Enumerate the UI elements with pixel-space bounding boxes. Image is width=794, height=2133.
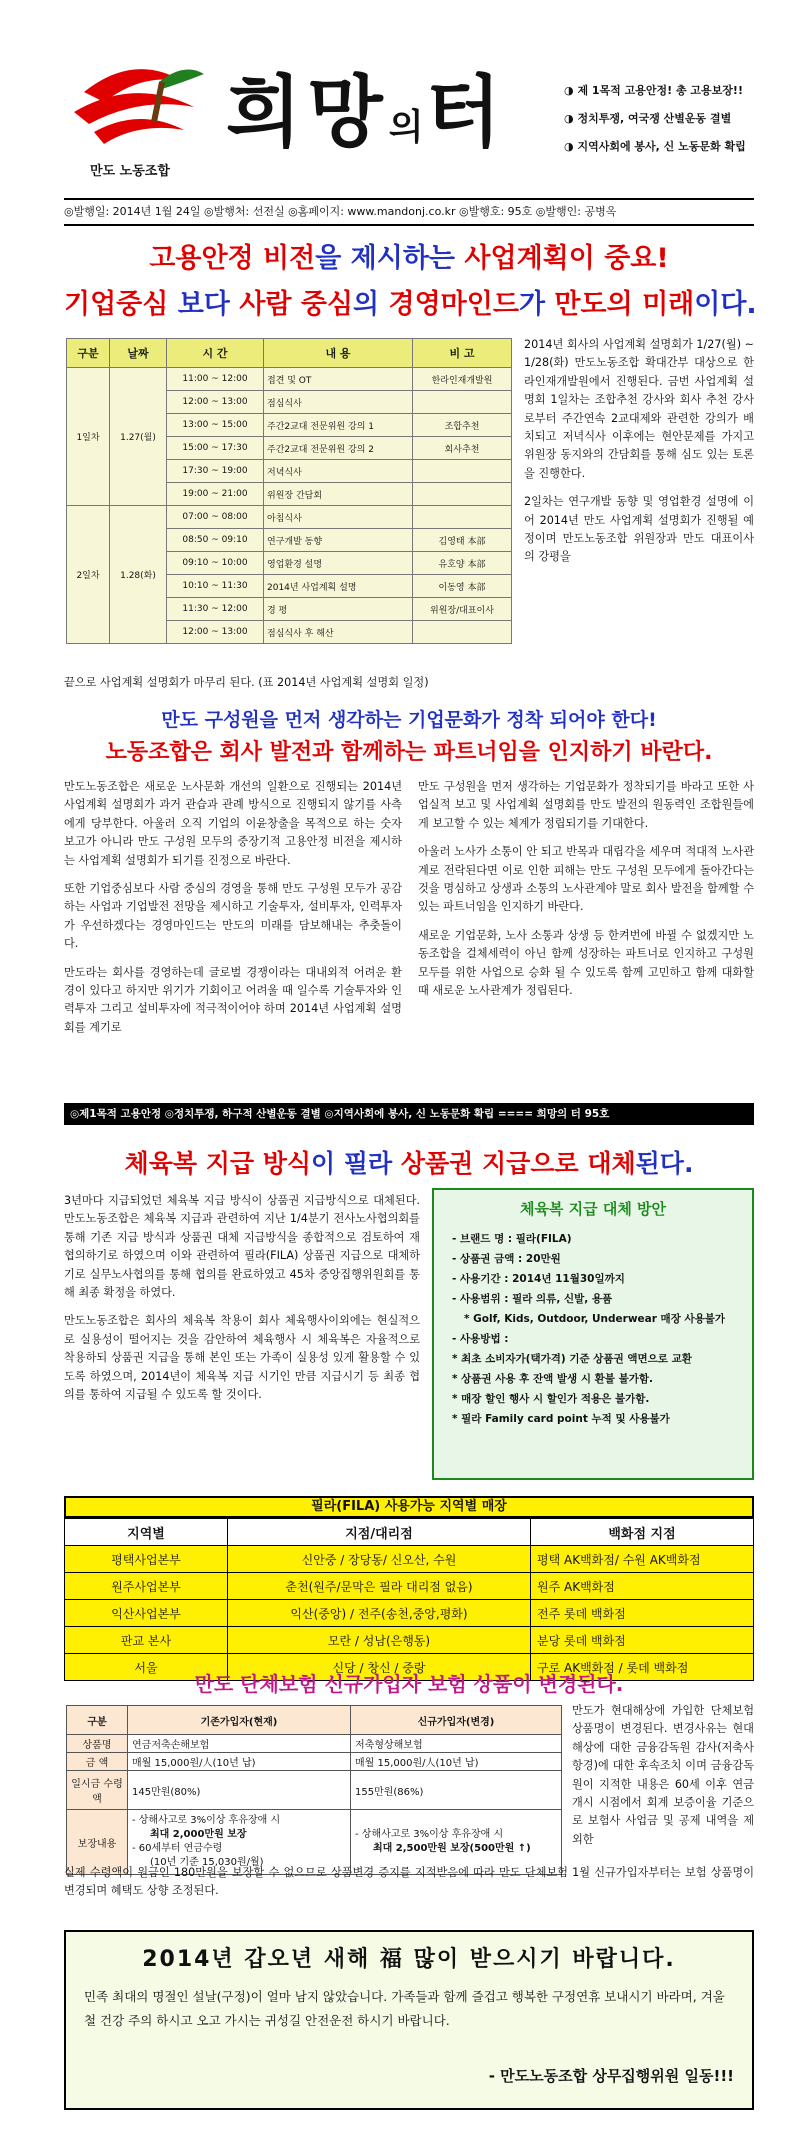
paragraph: 3년마다 지급되었던 체육복 지급 방식이 상품권 지급방식으로 대체된다. 만도노동조합은 체육복 지급과 관련하여 지난 1/4분기 전사노사협의회를 통해 기존 지급 방식과 상품권 대체 지급방식을 종합적으로 검토하여 재협의하기로 하였으며 이와 관련하여 필라(FILA) 상품권 지급으로 대체하기로 실무노사협의를 통해 협의를 완료하였고 45차 중앙집행위원회를 통해 최종 확정을 하였다. xyxy=(64,1194,420,1300)
insurance-bottom-text: 실제 수령액이 원금인 180만원을 보장할 수 없으므로 상품변경 증지를 지적받음에 따라 만도 단체보험 1월 신규가입자부터는 보험 상품명이 변경되며 혜택도 상향 조정된다. xyxy=(64,1866,754,1898)
intro-right-column xyxy=(524,336,754,577)
paragraph: 만도라는 회사를 경영하는데 글로벌 경쟁이라는 대내외적 어려운 환경이 있다고 하지만 위기가 기회이고 어려울 때 일수록 기술투자와 인력투자 그리고 설비투자에 적극적이어야 하며 2014년 사업계획 설명회를 계기로 xyxy=(64,965,402,1034)
body-left-column xyxy=(64,778,402,1047)
insurance-header-row: 구분 기존가입자(현재) 신규가입자(변경) xyxy=(67,1706,562,1735)
headline-4: 노동조합은 회사 발전과 함께하는 파트너임을 인지하기 바란다. xyxy=(105,740,713,765)
table-row: 11:30 ~ 12:00 경 평 위원장/대표이사 xyxy=(67,598,512,621)
sportswear-text xyxy=(64,1192,420,1414)
stores-table xyxy=(64,1518,754,1681)
headline-6: 만도 단체보험 신규가입자 보험 상품이 변경된다. xyxy=(194,1672,624,1696)
union-logo-icon xyxy=(64,52,214,172)
insurance-table xyxy=(66,1705,562,1875)
table-row: 판교 본사 모란 / 성남(은행동) 분당 롯데 백화점 xyxy=(65,1627,754,1654)
headline-1: 고용안정 비전을 제시하는 사업계획이 중요! xyxy=(149,243,669,274)
table-row: 15:00 ~ 17:30 주간2교대 전문위원 강의 2 회사추천 xyxy=(67,437,512,460)
plan-list xyxy=(434,1229,752,1429)
table-row: 익산사업본부 익산(중앙) / 전주(송천,중앙,평화) 전주 롯데 백화점 xyxy=(65,1600,754,1627)
table-row: 09:10 ~ 10:00 영업환경 설명 유호양 本部 xyxy=(67,552,512,575)
org-name: 만도 노동조합 xyxy=(90,164,170,179)
list-item: - 사용방법 : xyxy=(452,1333,509,1345)
masthead xyxy=(64,40,754,195)
paragraph: 2일차는 연구개발 동향 및 영업환경 설명에 이어 2014년 만도 사업계획 설명회가 진행될 예정이며 만도노동조합 위원장과 만도 대표이사의 강평을 xyxy=(524,495,754,564)
replacement-plan-box xyxy=(432,1188,754,1480)
table-row: 상품명 연금저축손해보험 저축형상해보험 xyxy=(67,1735,562,1753)
list-item: - 브랜드 명 : 필라(FILA) xyxy=(452,1233,572,1245)
newsletter-title xyxy=(226,50,507,162)
table-row: 12:00 ~ 13:00 점심식사 후 해산 xyxy=(67,621,512,644)
title-part-hope: 희망 xyxy=(226,67,389,158)
slogan-list xyxy=(564,82,764,166)
table-row: 평택사업본부 신안중 / 장당동/ 신오산, 수원 평택 AK백화점/ 수원 AK백화점 xyxy=(65,1546,754,1573)
table-row: 19:00 ~ 21:00 위원장 간담회 xyxy=(67,483,512,506)
list-item: * 최초 소비자가(택가격) 기준 상품권 액면으로 교환 xyxy=(452,1353,692,1365)
list-item: * Golf, Kids, Outdoor, Underwear 매장 사용불가 xyxy=(464,1313,726,1325)
title-part-of: 의 xyxy=(388,106,426,148)
paragraph: 만도노동조합은 새로운 노사문화 개선의 일환으로 진행되는 2014년 사업계획 설명회가 과거 관습과 관례 방식으로 진행되지 않기를 사측에게 당부한다. 아울러 오직 기업의 이윤창출을 목적으로 하는 숫자 보고가 아니라 만도 구성원 모두의 중장기적 고용안정 비전을 제시하는 사업계획 설명회가 되기를 진정으로 바란다. xyxy=(64,780,402,867)
table-row: 08:50 ~ 09:10 연구개발 동향 김영태 本部 xyxy=(67,529,512,552)
publication-info: ◎발행일: 2014년 1월 24일 ◎발행처: 선전실 ◎홈페이지: www.mandonj.co.kr ◎발행호: 95호 ◎발행인: 공병옥 xyxy=(64,198,754,226)
headline-5: 체육복 지급 방식이 필라 상품권 지급으로 대체된다. xyxy=(124,1149,694,1178)
paragraph: 2014년 회사의 사업계획 설명회가 1/27(월) ~ 1/28(화) 만도노동조합 확대간부 대상으로 한라인재개발원에서 진행된다. 금번 사업계획 설명회 1일차는 조합추천 강사와 회사 추천 강사로부터 주간연속 2교대제와 관련한 강의가 배치되고 저녁식사 이후에는 현안문제를 가지고 위원장 동지와의 간담회를 통해 심도 있는 토론을 진행한다. xyxy=(524,338,754,480)
list-item: * 매장 할인 행사 시 할인가 적용은 불가함. xyxy=(452,1393,650,1405)
table-row: 12:00 ~ 13:00 점심식사 xyxy=(67,391,512,414)
table-row: 금 액 매월 15,000원/人(10년 납) 매월 15,000원/人(10년 납) xyxy=(67,1753,562,1771)
table-row: 10:10 ~ 11:30 2014년 사업계획 설명 이동영 本部 xyxy=(67,575,512,598)
stores-header-row: 지역별 지점/대리점 백화점 지점 xyxy=(65,1519,754,1546)
paragraph: 만도 구성원을 먼저 생각하는 기업문화가 정착되기를 바라고 또한 사업실적 보고 및 사업계획 설명회를 만도 발전의 원동력인 조합원들에게 보고할 수 있는 체계가 정립되기를 기대한다. xyxy=(418,780,754,830)
paragraph: 또한 기업중심보다 사람 중심의 경영을 통해 만도 구성원 모두가 공감하는 사업과 기업발전 전망을 제시하고 기술투자, 설비투자, 인력투자가 우선하겠다는 경영마인드는 만도의 미래를 담보해내는 추춧돌이다. xyxy=(64,882,402,951)
title-part-ground: 터 xyxy=(425,67,507,158)
stores-caption: 필라(FILA) 사용가능 지역별 매장 xyxy=(64,1496,754,1518)
table-row: 일시금 수령액 145만원(80%) 155만원(86%) xyxy=(67,1771,562,1810)
slogan-strip: ◎제1목적 고용안정 ◎정치투쟁, 하구적 산별운동 결별 ◎지역사회에 봉사, 신 노동문화 확립 ==== 희망의 터 95호 xyxy=(64,1103,754,1125)
table-row: 원주사업본부 춘천(원주/문막은 필라 대리점 없음) 원주 AK백화점 xyxy=(65,1573,754,1600)
table-row: 서울 신당 / 창신 / 중랑 구로 AK백화점 / 롯데 백화점 xyxy=(65,1654,754,1681)
paragraph: 만도노동조합은 회사의 체육복 착용이 회사 체육행사이외에는 현실적으로 실용성이 떨어지는 것을 감안하여 체육행사 시 체육복은 자율적으로 착용하되 상품권 지급을 통해 본인 또는 가족이 실용성 있게 활용할 수 있도록 하였으며, 2014년이 체육복 지급 시기인 만큼 지급시기 등 최종 협의를 통하여 지급될 수 있도록 할 것이다. xyxy=(64,1314,420,1402)
table-row: 1일차 1.27(월) 11:00 ~ 12:00 접견 및 OT 한라인재개발원 xyxy=(67,368,512,391)
schedule-table xyxy=(66,338,512,644)
greeting-text: 민족 최대의 명절인 설날(구정)이 얼마 남지 않았습니다. 가족들과 함께 즐겁고 행복한 구정연휴 보내시기 바라며, 겨울철 건강 주의 하시고 오고 가시는 귀성길 안전운전 하시기 바랍니다. xyxy=(84,1989,725,2028)
greeting-title: 2014년 갑오년 새해 福 많이 받으시기 바랍니다. xyxy=(142,1947,676,1972)
schedule-header-row: 구분 날짜 시 간 내 용 비 고 xyxy=(67,339,512,368)
paragraph: 새로운 기업문화, 노사 소통과 상생 등 한켜번에 바뀔 수 없겠지만 노동조합을 걸체세력이 아닌 함께 성장하는 파트너로 인지하고 구성원 모두를 위한 사업으로 승화 될 수 있도록 함께 고민하고 함께 대화할 때 새로운 노사관계가 정립된다. xyxy=(418,928,754,998)
table-row: 13:00 ~ 15:00 주간2교대 전문위원 강의 1 조합추천 xyxy=(67,414,512,437)
headline-3: 만도 구성원을 먼저 생각하는 기업문화가 정착 되어야 한다! xyxy=(161,709,657,731)
greeting-signature: - 만도노동조합 상무집행위원 일동!!! xyxy=(488,2067,734,2085)
body-right-column xyxy=(418,778,754,1010)
headline-2: 기업중심 보다 사람 중심의 경영마인드가 만도의 미래이다. xyxy=(64,289,757,320)
new-year-greeting xyxy=(64,1930,754,2110)
list-item: - 사용범위 : 필라 의류, 신발, 용품 xyxy=(452,1293,613,1305)
list-item: - 사용기간 : 2014년 11월30일까지 xyxy=(452,1273,625,1285)
list-item: * 상품권 사용 후 잔액 발생 시 환불 불가함. xyxy=(452,1373,654,1385)
list-item: - 상품권 금액 : 20만원 xyxy=(452,1253,561,1265)
slogan-2: ◑ 정치투쟁, 여국쟁 산별운동 결별 xyxy=(564,112,732,125)
list-item: * 필라 Family card point 누적 및 사용불가 xyxy=(452,1413,670,1425)
table-row: 2일차 1.28(화) 07:00 ~ 08:00 아침식사 xyxy=(67,506,512,529)
table-row: 보장내용 - 상해사고로 3%이상 후유장애 시 최대 2,000만원 보장 - 60세부터 연금수령 (10년 기준 15,030원/월) - 상해사고로 3%이상 후유장애 시 최대 2,500만원 보장(500만원 ↑) xyxy=(67,1810,562,1875)
slogan-1: ◑ 제 1목적 고용안정! 총 고용보장!! xyxy=(564,84,743,97)
paragraph: 아울러 노사가 소통이 안 되고 반목과 대립각을 세우며 적대적 노사관계로 전락된다면 이로 인한 피해는 만도 구성원 모두에게 돌아간다는 것을 명심하고 상생과 소통의 노사관계야 말로 회사 발전을 함께할 수 있는 파트너임을 인지하기 바란다. xyxy=(418,845,754,914)
table-row: 17:30 ~ 19:00 저녁식사 xyxy=(67,460,512,483)
plan-title: 체육복 지급 대체 방안 xyxy=(519,1200,667,1218)
insurance-right-text: 만도가 현대해상에 가입한 단체보험 상품명이 변경된다. 변경사유는 현대해상에 대한 금융감독원 감사(저축사항경)에 대한 후속조치 이며 금융감독원이 지적한 내용은 60세 이후 연금개시 시점에서 회계 보증이율 기준으로 보험사 사업금 및 공제 내역을 제외한 xyxy=(572,1704,754,1846)
slogan-3: ◑ 지역사회에 봉사, 신 노동문화 확립 xyxy=(564,140,746,153)
schedule-caption: 끝으로 사업계획 설명회가 마무리 된다. (표 2014년 사업계획 설명회 일정) xyxy=(64,676,429,689)
